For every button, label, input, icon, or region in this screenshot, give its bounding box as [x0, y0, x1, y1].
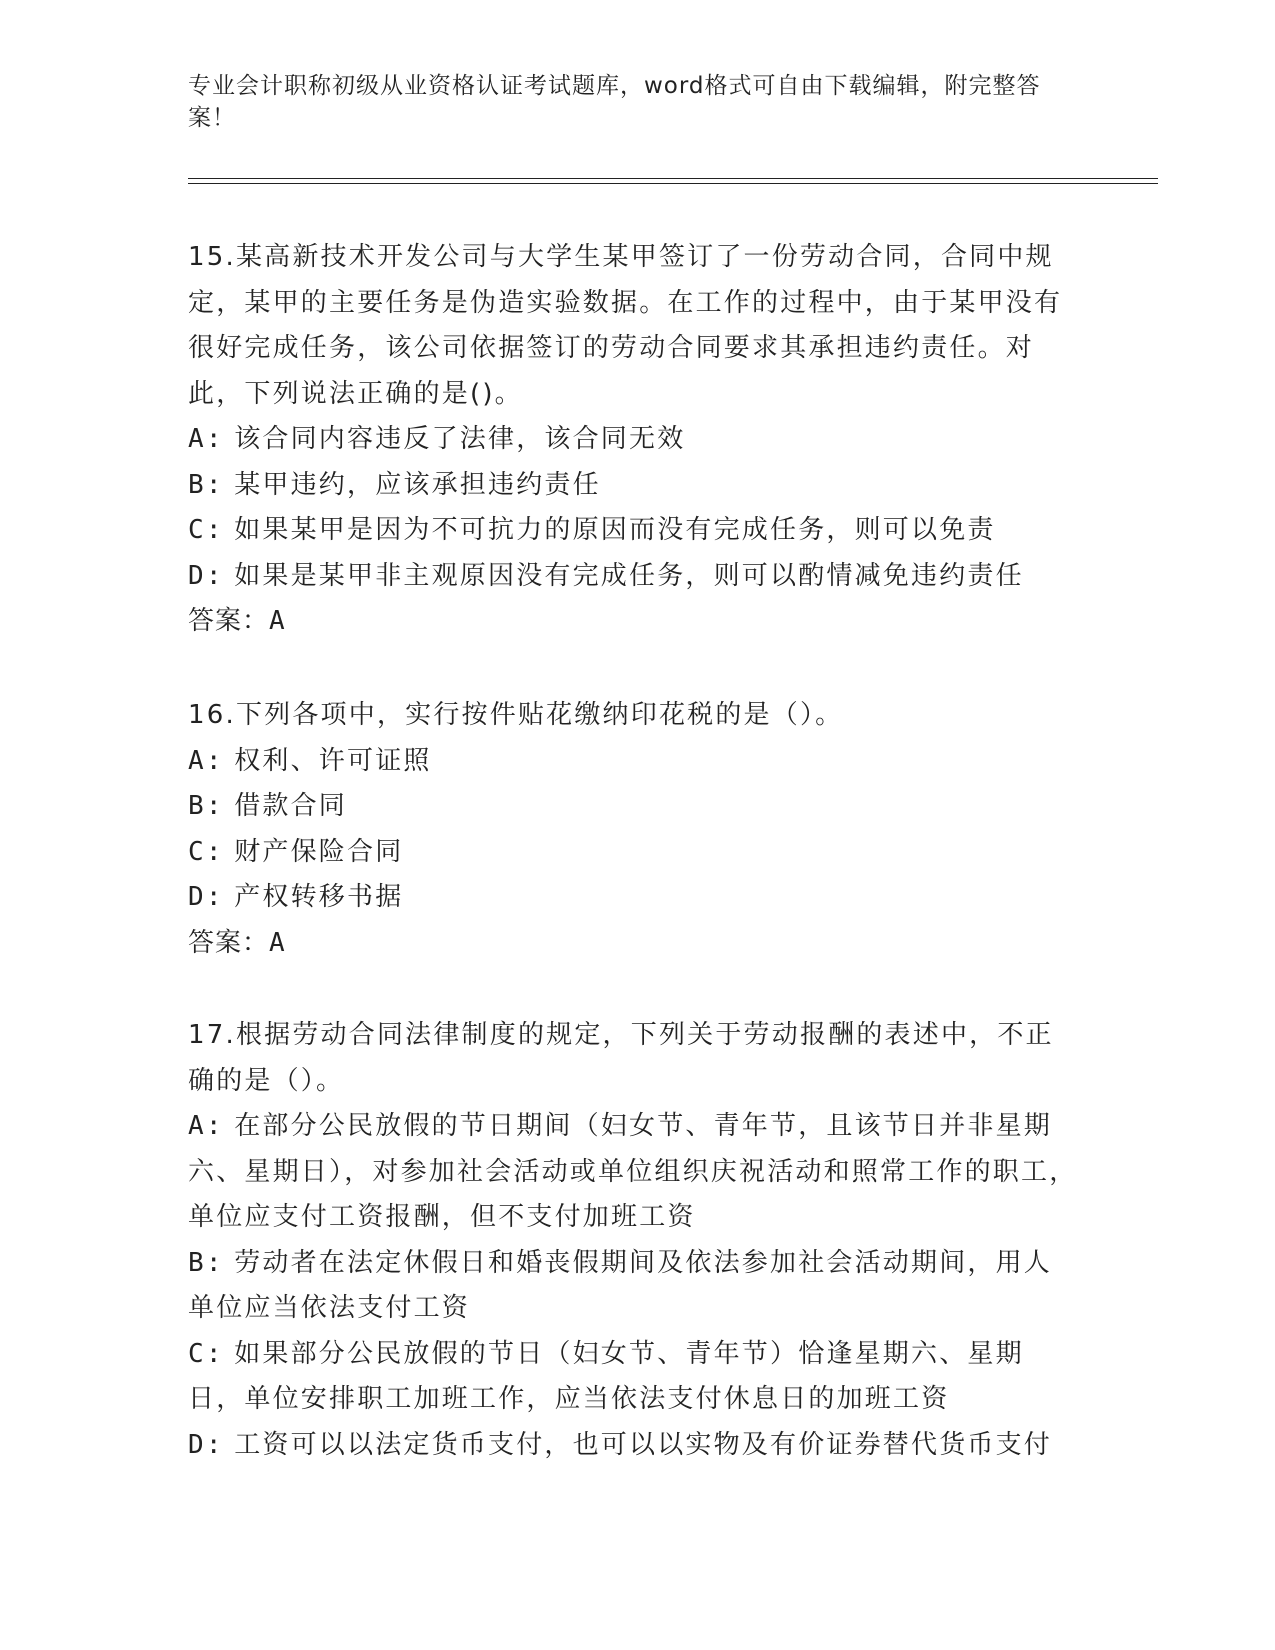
- option-letter: C:: [188, 1338, 224, 1369]
- option-text: 劳动者在法定休假日和婚丧假期间及依法参加社会活动期间，用人单位应当依法支付工资: [188, 1247, 1052, 1323]
- option-b: [188, 1241, 1078, 1332]
- option-b: [188, 784, 1078, 830]
- option-letter: D:: [188, 882, 224, 912]
- option-text: 如果部分公民放假的节日（妇女节、青年节）恰逢星期六、星期日，单位安排职工加班工作，应当依法支付休息日的加班工资: [188, 1338, 1024, 1414]
- question-stem: [188, 693, 1078, 739]
- option-text: 产权转移书据: [234, 882, 404, 912]
- option-a: [188, 739, 1078, 785]
- question-text: 某高新技术开发公司与大学生某甲签订了一份劳动合同，合同中规定，某甲的主要任务是伪造实验数据。在工作的过程中，由于某甲没有很好完成任务，该公司依据签订的劳动合同要求其承担违约责任。对此，下列说法正确的是()。: [188, 242, 1063, 409]
- question-number: 16.: [188, 700, 236, 730]
- question-stem: [188, 1013, 1078, 1104]
- option-letter: A:: [188, 745, 224, 776]
- option-d: [188, 554, 1078, 600]
- answer-label: 答案：: [188, 606, 270, 636]
- option-text: 在部分公民放假的节日期间（妇女节、青年节，且该节日并非星期六、星期日），对参加社会活动或单位组织庆祝活动和照常工作的职工，单位应支付工资报酬，但不支付加班工资: [188, 1111, 1078, 1232]
- document-header: 专业会计职称初级从业资格认证考试题库，word格式可自由下载编辑，附完整答案！: [188, 73, 1041, 131]
- question-17: [188, 1013, 1078, 1468]
- option-letter: D:: [188, 560, 224, 591]
- option-text: 工资可以以法定货币支付，也可以以实物及有价证券替代货币支付: [234, 1429, 1052, 1460]
- option-letter: A:: [188, 424, 224, 454]
- option-text: 权利、许可证照: [234, 745, 432, 776]
- option-c: [188, 508, 1078, 554]
- option-d: [188, 1423, 1078, 1469]
- question-16: [188, 693, 1078, 966]
- header-divider-top: [188, 178, 1158, 179]
- option-letter: B:: [188, 469, 224, 500]
- option-c: [188, 1332, 1078, 1423]
- option-a: [188, 1104, 1078, 1241]
- option-b: [188, 463, 1078, 509]
- answer-line: [188, 921, 1078, 967]
- question-text: 根据劳动合同法律制度的规定，下列关于劳动报酬的表述中，不正确的是（）。: [188, 1020, 1054, 1096]
- question-number: 17.: [188, 1020, 236, 1050]
- answer-line: [188, 599, 1078, 645]
- option-d: [188, 875, 1078, 921]
- option-text: 如果某甲是因为不可抗力的原因而没有完成任务，则可以免责: [234, 515, 996, 545]
- option-letter: C:: [188, 515, 224, 545]
- question-15: [188, 235, 1078, 645]
- answer-label: 答案：: [188, 927, 270, 958]
- option-c: [188, 830, 1078, 876]
- question-stem: [188, 235, 1078, 417]
- option-text: 财产保险合同: [234, 836, 404, 867]
- question-text: 下列各项中，实行按件贴花缴纳印花税的是（）。: [235, 700, 844, 730]
- option-letter: C:: [188, 836, 224, 867]
- option-text: 借款合同: [234, 791, 347, 821]
- option-letter: B:: [188, 791, 224, 821]
- option-text: 该合同内容违反了法律，该合同无效: [234, 424, 686, 454]
- option-letter: D:: [188, 1429, 224, 1460]
- option-text: 某甲违约，应该承担违约责任: [234, 469, 601, 500]
- header-divider-bottom: [188, 183, 1158, 184]
- question-number: 15.: [188, 242, 236, 272]
- option-letter: A:: [188, 1111, 224, 1141]
- option-a: [188, 417, 1078, 463]
- answer-value: A: [269, 927, 286, 958]
- answer-value: A: [269, 606, 286, 636]
- option-letter: B:: [188, 1247, 224, 1278]
- option-text: 如果是某甲非主观原因没有完成任务，则可以酌情减免违约责任: [234, 560, 1024, 591]
